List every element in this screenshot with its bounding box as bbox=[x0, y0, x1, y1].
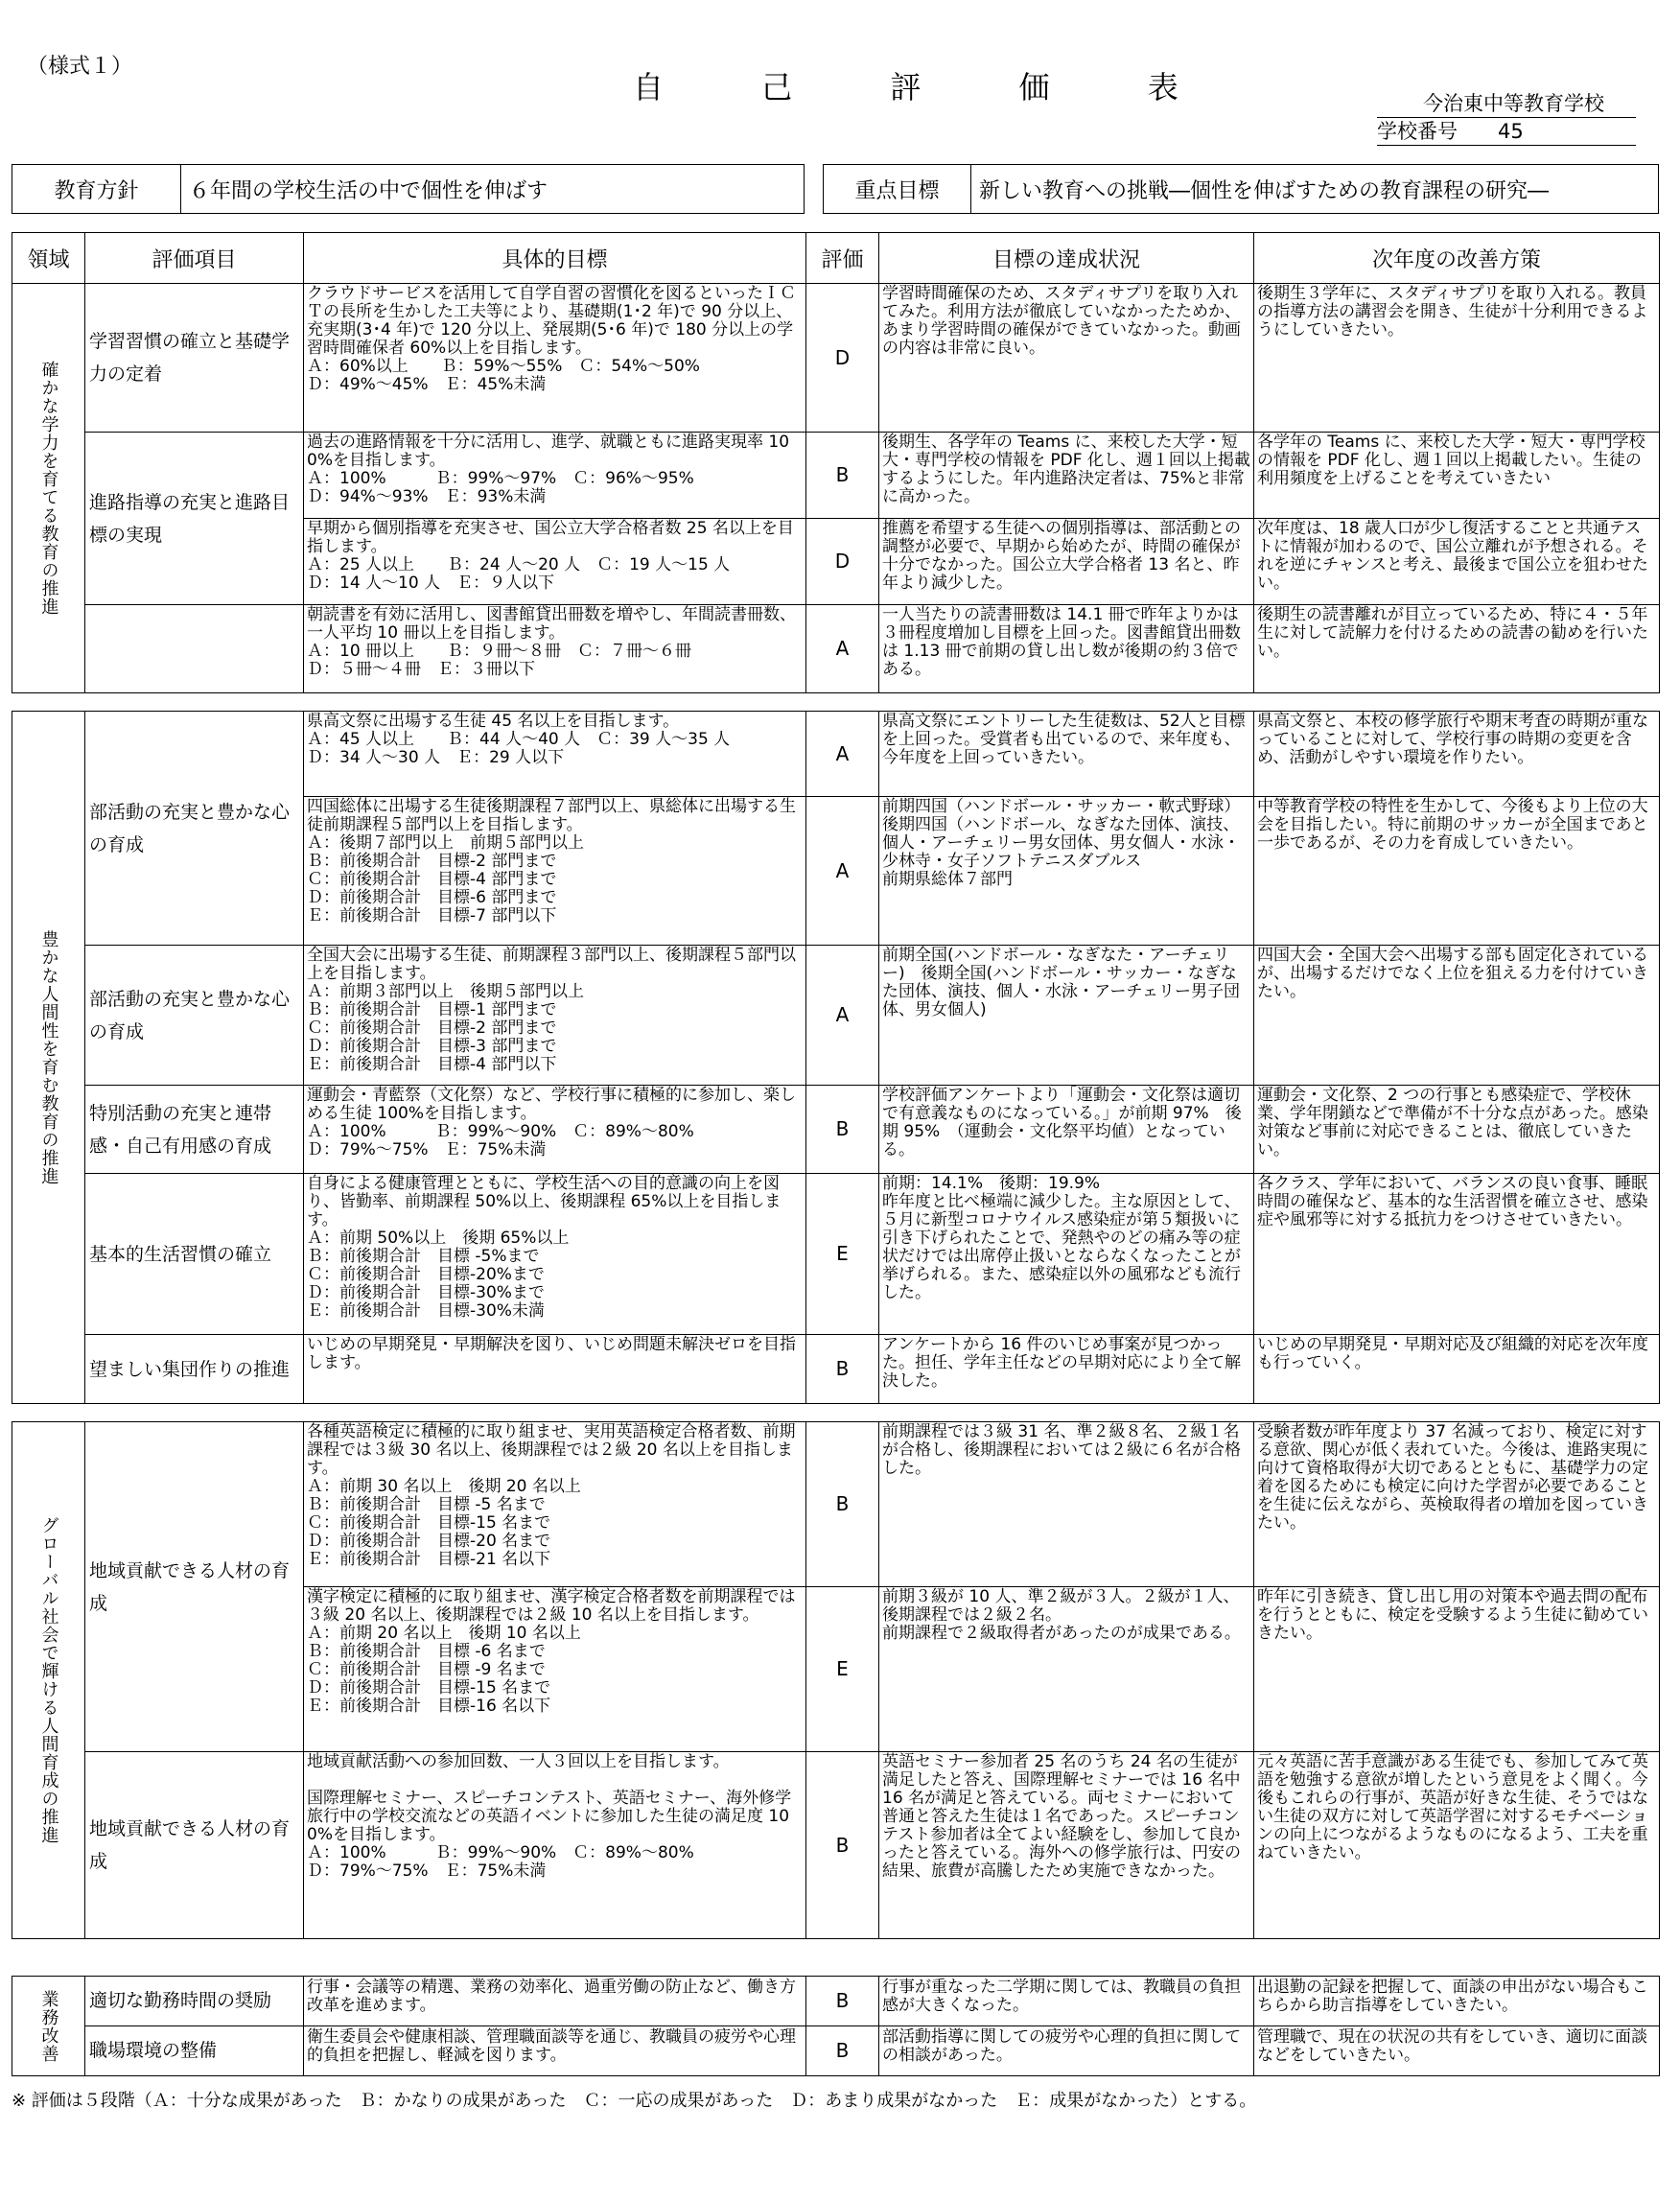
grade: E bbox=[806, 1174, 879, 1335]
achievement-status: 後期生、各学年の Teams に、来校した大学・短大・専門学校の情報を PDF 化し、週１回以上掲載するようにした。年内進路決定者は、75%と非常に高かった。 bbox=[879, 433, 1254, 519]
evaluation-table bbox=[12, 232, 1660, 1939]
specific-goal: 県高文祭に出場する生徒 45 名以上を目指します。 Ａ：45 人以上 Ｂ：44 人～40 人 Ｃ：39 人～35 人 Ｄ：34 人～30 人 Ｅ：29 人以下 bbox=[304, 712, 806, 797]
domain-label: 豊かな人間性を育む教育の推進 bbox=[38, 929, 59, 1185]
improvement-plan: 各クラス、学年において、バランスの良い食事、睡眠時間の確保など、基本的な生活習慣を確立させ、感染症や風邪等に対する抵抗力をつけさせていきたい。 bbox=[1254, 1174, 1660, 1335]
table-row bbox=[12, 712, 1660, 797]
specific-goal: 自身による健康管理とともに、学校生活への目的意識の向上を図り、皆勤率、前期課程 50%以上、後期課程 65%以上を目指します。 Ａ：前期 50%以上 後期 65%以上 Ｂ：前後期合計 目標 -5%まで Ｃ：前後期合計 目標-20%まで Ｄ：前後期合計 目標-30%まで Ｅ：前後期合計 目標-30%未満 bbox=[304, 1174, 806, 1335]
education-policy-label: 教育方針 bbox=[12, 165, 181, 214]
domain-label: グローバル社会で輝ける人間育成の推進 bbox=[38, 1516, 59, 1844]
improvement-plan: 次年度は、18 歳人口が少し復活することと共通テストに情報が加わるので、国公立離れが予想される。それを逆にチャンスと考え、最後まで国公立を狙わせたい。 bbox=[1254, 519, 1660, 605]
table-row bbox=[12, 1422, 1660, 1587]
document-title: 自 己 評 価 表 bbox=[633, 69, 1223, 105]
evaluation-item: 学習習慣の確立と基礎学力の定着 bbox=[85, 284, 304, 433]
table-row bbox=[12, 284, 1660, 433]
specific-goal: 朝読書を有効に活用し、図書館貸出冊数を増やし、年間読書冊数、一人平均 10 冊以上を目指します。 Ａ：10 冊以上 Ｂ：９冊～８冊 Ｃ：７冊～６冊 Ｄ：５冊～４冊 Ｅ：３冊以下 bbox=[304, 605, 806, 693]
domain-cell bbox=[12, 712, 85, 1404]
specific-goal: 衛生委員会や健康相談、管理職面談等を通じ、教職員の疲労や心理的負担を把握し、軽減を図ります。 bbox=[304, 2026, 806, 2076]
school-number-label: 学校番号 bbox=[1377, 120, 1458, 143]
specific-goal: いじめの早期発見・早期解決を図り、いじめ問題未解決ゼロを目指します。 bbox=[304, 1335, 806, 1404]
domain-cell bbox=[12, 1422, 85, 1939]
grade: A bbox=[806, 712, 879, 797]
domain-label: 確かな学力を育てる教育の推進 bbox=[38, 361, 59, 616]
evaluation-item-empty bbox=[85, 605, 304, 693]
evaluation-item: 部活動の充実と豊かな心の育成 bbox=[85, 946, 304, 1086]
improvement-plan: 中等教育学校の特性を生かして、今後もより上位の大会を目指したい。特に前期のサッカーが全国まであと一歩であるが、その力を育成していきたい。 bbox=[1254, 797, 1660, 946]
table-row bbox=[12, 1752, 1660, 1939]
achievement-status: 一人当たりの読書冊数は 14.1 冊で昨年よりかは３冊程度増加し目標を上回った。図書館貸出冊数は 1.13 冊で前期の貸し出し数が後期の約３倍である。 bbox=[879, 605, 1254, 693]
table-row bbox=[12, 1174, 1660, 1335]
column-header: 領域 bbox=[12, 233, 85, 284]
improvement-plan: 受験者数が昨年度より 37 名減っており、検定に対する意欲、関心が低く表れていた。今後は、進路実現に向けて資格取得が大切であるとともに、基礎学力の定着を図るためにも検定に向けた学習が必要であることを生徒に伝えながら、英検取得者の増加を図っていきたい。 bbox=[1254, 1422, 1660, 1587]
achievement-status: 学習時間確保のため、スタディサプリを取り入れてみた。利用方法が徹底していなかったためか、あまり学習時間の確保ができていなかった。動画の内容は非常に良い。 bbox=[879, 284, 1254, 433]
improvement-plan: 四国大会・全国大会へ出場する部も固定化されているが、出場するだけでなく上位を狙える力を付けていきたい。 bbox=[1254, 946, 1660, 1086]
specific-goal: 全国大会に出場する生徒、前期課程３部門以上、後期課程５部門以上を目指します。 Ａ：前期３部門以上 後期５部門以上 Ｂ：前後期合計 目標-1 部門まで Ｃ：前後期合計 目標-2 部門まで Ｄ：前後期合計 目標-3 部門まで Ｅ：前後期合計 目標-4 部門以下 bbox=[304, 946, 806, 1086]
grade: D bbox=[806, 519, 879, 605]
improvement-plan: 元々英語に苦手意識がある生徒でも、参加してみて英語を勉強する意欲が増したという意見をよく聞く。今後もこれらの行事が、英語が好きな生徒、そうではない生徒の双方に対して英語学習に対するモチベーションの向上につながるようなものになるよう、工夫を重ねていきたい。 bbox=[1254, 1752, 1660, 1939]
evaluation-item: 職場環境の整備 bbox=[85, 2026, 304, 2076]
achievement-status: 前期全国(ハンドボール・なぎなた・アーチェリー) 後期全国(ハンドボール・サッカー・なぎなた団体、演技、個人・水泳・アーチェリー男子団体、男女個人) bbox=[879, 946, 1254, 1086]
specific-goal: 過去の進路情報を十分に活用し、進学、就職ともに進路実現率 100%を目指します。 Ａ：100% Ｂ：99%～97% Ｃ：96%～95% Ｄ：94%～93% Ｅ：93%未満 bbox=[304, 433, 806, 519]
table-row bbox=[12, 605, 1660, 693]
table-row bbox=[12, 1086, 1660, 1174]
achievement-status: アンケートから 16 件のいじめ事案が見つかった。担任、学年主任などの早期対応により全て解決した。 bbox=[879, 1335, 1254, 1404]
column-header: 目標の達成状況 bbox=[879, 233, 1254, 284]
style-label: （様式１） bbox=[27, 55, 133, 79]
grade: D bbox=[806, 284, 879, 433]
school-info bbox=[1377, 90, 1636, 146]
evaluation-item: 特別活動の充実と連帯感・自己有用感の育成 bbox=[85, 1086, 304, 1174]
grade: E bbox=[806, 1587, 879, 1752]
evaluation-item: 地域貢献できる人材の育成 bbox=[85, 1422, 304, 1752]
school-number: 45 bbox=[1498, 120, 1524, 143]
table-row bbox=[12, 1977, 1660, 2026]
achievement-status: 英語セミナー参加者 25 名のうち 24 名の生徒が満足したと答え、国際理解セミナーでは 16 名中 16 名が満足と答えている。両セミナーにおいて普通と答えた生徒は１名であった。スピーチコンテスト参加者は全てよい経験をし、参加して良かったと答えている。海外への修学旅行は、円安の結果、旅費が高騰したため実施できなかった。 bbox=[879, 1752, 1254, 1939]
achievement-status: 部活動指導に関しての疲労や心理的負担に関しての相談があった。 bbox=[879, 2026, 1254, 2076]
column-header: 評価項目 bbox=[85, 233, 304, 284]
policy-table bbox=[12, 164, 1659, 214]
priority-goal: 新しい教育への挑戦―個性を伸ばすための教育課程の研究― bbox=[971, 165, 1659, 214]
table-row bbox=[12, 2026, 1660, 2076]
grade: B bbox=[806, 1752, 879, 1939]
improvement-plan: 出退勤の記録を把握して、面談の申出がない場合もこちらから助言指導をしていきたい。 bbox=[1254, 1977, 1660, 2026]
table-header-row bbox=[12, 233, 1660, 284]
evaluation-item: 望ましい集団作りの推進 bbox=[85, 1335, 304, 1404]
improvement-plan: 後期生の読書離れが目立っているため、特に４・５年生に対して読解力を付けるための読書の勧めを行いたい。 bbox=[1254, 605, 1660, 693]
evaluation-item: 部活動の充実と豊かな心の育成 bbox=[85, 712, 304, 946]
improvement-plan: 県高文祭と、本校の修学旅行や期末考査の時期が重なっていることに対して、学校行事の時期の変更を含め、活動がしやすい環境を作りたい。 bbox=[1254, 712, 1660, 797]
grade: B bbox=[806, 2026, 879, 2076]
grade: A bbox=[806, 797, 879, 946]
achievement-status: 前期四国（ハンドボール・サッカー・軟式野球）後期四国（ハンドボール、なぎなた団体、演技、個人・アーチェリー男女団体、男女個人・水泳・少林寺・女子ソフトテニスダブルス 前期県総体７部門 bbox=[879, 797, 1254, 946]
specific-goal: 各種英語検定に積極的に取り組ませ、実用英語検定合格者数、前期課程では３級 30 名以上、後期課程では２級 20 名以上を目指します。 Ａ：前期 30 名以上 後期 20 名以上 Ｂ：前後期合計 目標 -5 名まで Ｃ：前後期合計 目標-15 名まで Ｄ：前後期合計 目標-20 名まで Ｅ：前後期合計 目標-21 名以下 bbox=[304, 1422, 806, 1587]
education-policy: ６年間の学校生活の中で個性を伸ばす bbox=[181, 165, 805, 214]
column-header: 評価 bbox=[806, 233, 879, 284]
achievement-status: 県高文祭にエントリーした生徒数は、52人と目標を上回った。受賞者も出ているので、来年度も、今年度を上回っていきたい。 bbox=[879, 712, 1254, 797]
table-row bbox=[12, 946, 1660, 1086]
domain-label: 業務改善 bbox=[38, 1989, 59, 2063]
improvement-plan: 昨年に引き続き、貸し出し用の対策本や過去問の配布を行うとともに、検定を受験するよう生徒に勧めていきたい。 bbox=[1254, 1587, 1660, 1752]
column-header: 具体的目標 bbox=[304, 233, 806, 284]
grade: A bbox=[806, 946, 879, 1086]
achievement-status: 行事が重なった二学期に関しては、教職員の負担感が大きくなった。 bbox=[879, 1977, 1254, 2026]
grade: B bbox=[806, 433, 879, 519]
school-number-line bbox=[1377, 118, 1636, 146]
domain-cell bbox=[12, 284, 85, 693]
improvement-plan: 運動会・文化祭、2 つの行事とも感染症で、学校休業、学年閉鎖などで準備が不十分な点があった。感染対策など事前に対応できることは、徹底していきたい。 bbox=[1254, 1086, 1660, 1174]
evaluation-item: 適切な勤務時間の奨励 bbox=[85, 1977, 304, 2026]
specific-goal: 行事・会議等の精選、業務の効率化、過重労働の防止など、働き方改革を進めます。 bbox=[304, 1977, 806, 2026]
table-row bbox=[12, 433, 1660, 519]
specific-goal: クラウドサービスを活用して自学自習の習慣化を図るといったＩＣＴの長所を生かした工夫等により、基礎期(1･2 年)で 90 分以上、充実期(3･4 年)で 120 分以上、発展期(5･6 年)で 180 分以上の学習時間確保者 60%以上を目指します。 Ａ：60%以上 Ｂ：59%～55% Ｃ：54%～50% Ｄ：49%～45% Ｅ：45%未満 bbox=[304, 284, 806, 433]
improvement-plan: いじめの早期発見・早期対応及び組織的対応を次年度も行っていく。 bbox=[1254, 1335, 1660, 1404]
grade: B bbox=[806, 1422, 879, 1587]
improvement-plan: 管理職で、現在の状況の共有をしていき、適切に面談などをしていきたい。 bbox=[1254, 2026, 1660, 2076]
improvement-plan: 各学年の Teams に、来校した大学・短大・専門学校の情報を PDF 化し、週１回以上掲載したい。生徒の利用頻度を上げることを考えていきたい bbox=[1254, 433, 1660, 519]
achievement-status: 前期：14.1% 後期：19.9% 昨年度と比べ極端に減少した。主な原因として、５月に新型コロナウイルス感染症が第５類扱いに引き下げられたことで、発熱やのどの痛み等の症状だけでは出席停止扱いとならなくなったことが挙げられる。また、感染症以外の風邪なども流行した。 bbox=[879, 1174, 1254, 1335]
achievement-status: 推薦を希望する生徒への個別指導は、部活動との調整が必要で、早期から始めたが、時間の確保が十分でなかった。国公立大学合格者 13 名と、昨年より減少した。 bbox=[879, 519, 1254, 605]
specific-goal: 漢字検定に積極的に取り組ませ、漢字検定合格者数を前期課程では３級 20 名以上、後期課程では２級 10 名以上を目指します。 Ａ：前期 20 名以上 後期 10 名以上 Ｂ：前後期合計 目標 -6 名まで Ｃ：前後期合計 目標 -9 名まで Ｄ：前後期合計 目標-15 名まで Ｅ：前後期合計 目標-16 名以下 bbox=[304, 1587, 806, 1752]
grade: A bbox=[806, 605, 879, 693]
work-reform-table bbox=[12, 1976, 1660, 2076]
grade: B bbox=[806, 1086, 879, 1174]
evaluation-item: 基本的生活習慣の確立 bbox=[85, 1174, 304, 1335]
specific-goal: 運動会・青藍祭（文化祭）など、学校行事に積極的に参加し、楽しめる生徒 100%を目指します。 Ａ：100% Ｂ：99%～90% Ｃ：89%～80% Ｄ：79%～75% Ｅ：75%未満 bbox=[304, 1086, 806, 1174]
improvement-plan: 後期生３学年に、スタディサプリを取り入れる。教員の指導方法の講習会を開き、生徒が十分利用できるようにしていきたい。 bbox=[1254, 284, 1660, 433]
footnote: ※ 評価は５段階（Ａ：十分な成果があった Ｂ：かなりの成果があった Ｃ：一応の成果があった Ｄ：あまり成果がなかった Ｅ：成果がなかった）とする。 bbox=[12, 2091, 1257, 2111]
achievement-status: 前期３級が 10 人、準２級が３人。２級が１人、後期課程では２級２名。 前期課程で２級取得者があったのが成果である。 bbox=[879, 1587, 1254, 1752]
achievement-status: 前期課程では３級 31 名、準２級８名、２級１名が合格し、後期課程においては２級に６名が合格した。 bbox=[879, 1422, 1254, 1587]
evaluation-item: 進路指導の充実と進路目標の実現 bbox=[85, 433, 304, 605]
specific-goal: 早期から個別指導を充実させ、国公立大学合格者数 25 名以上を目指します。 Ａ：25 人以上 Ｂ：24 人～20 人 Ｃ：19 人～15 人 Ｄ：14 人～10 人 Ｅ：９人以下 bbox=[304, 519, 806, 605]
specific-goal: 四国総体に出場する生徒後期課程７部門以上、県総体に出場する生徒前期課程５部門以上を目指します。 Ａ：後期７部門以上 前期５部門以上 Ｂ：前後期合計 目標-2 部門まで Ｃ：前後期合計 目標-4 部門まで Ｄ：前後期合計 目標-6 部門まで Ｅ：前後期合計 目標-7 部門以下 bbox=[304, 797, 806, 946]
achievement-status: 学校評価アンケートより「運動会・文化祭は適切で有意義なものになっている。」が前期 97% 後期 95% （運動会・文化祭平均値）となっている。 bbox=[879, 1086, 1254, 1174]
grade: B bbox=[806, 1977, 879, 2026]
priority-goal-label: 重点目標 bbox=[824, 165, 971, 214]
table-gap bbox=[12, 693, 1660, 712]
policy-spacer bbox=[805, 165, 824, 214]
evaluation-item: 地域貢献できる人材の育成 bbox=[85, 1752, 304, 1939]
domain-cell bbox=[12, 1977, 85, 2076]
specific-goal: 地域貢献活動への参加回数、一人３回以上を目指します。 国際理解セミナー、スピーチコンテスト、英語セミナー、海外修学旅行中の学校交流などの英語イベントに参加した生徒の満足度 100%を目指します。 Ａ：100% Ｂ：99%～90% Ｃ：89%～80% Ｄ：79%～75% Ｅ：75%未満 bbox=[304, 1752, 806, 1939]
table-gap bbox=[12, 1404, 1660, 1422]
table-row bbox=[12, 1335, 1660, 1404]
column-header: 次年度の改善方策 bbox=[1254, 233, 1660, 284]
school-name: 今治東中等教育学校 bbox=[1377, 90, 1636, 118]
grade: B bbox=[806, 1335, 879, 1404]
